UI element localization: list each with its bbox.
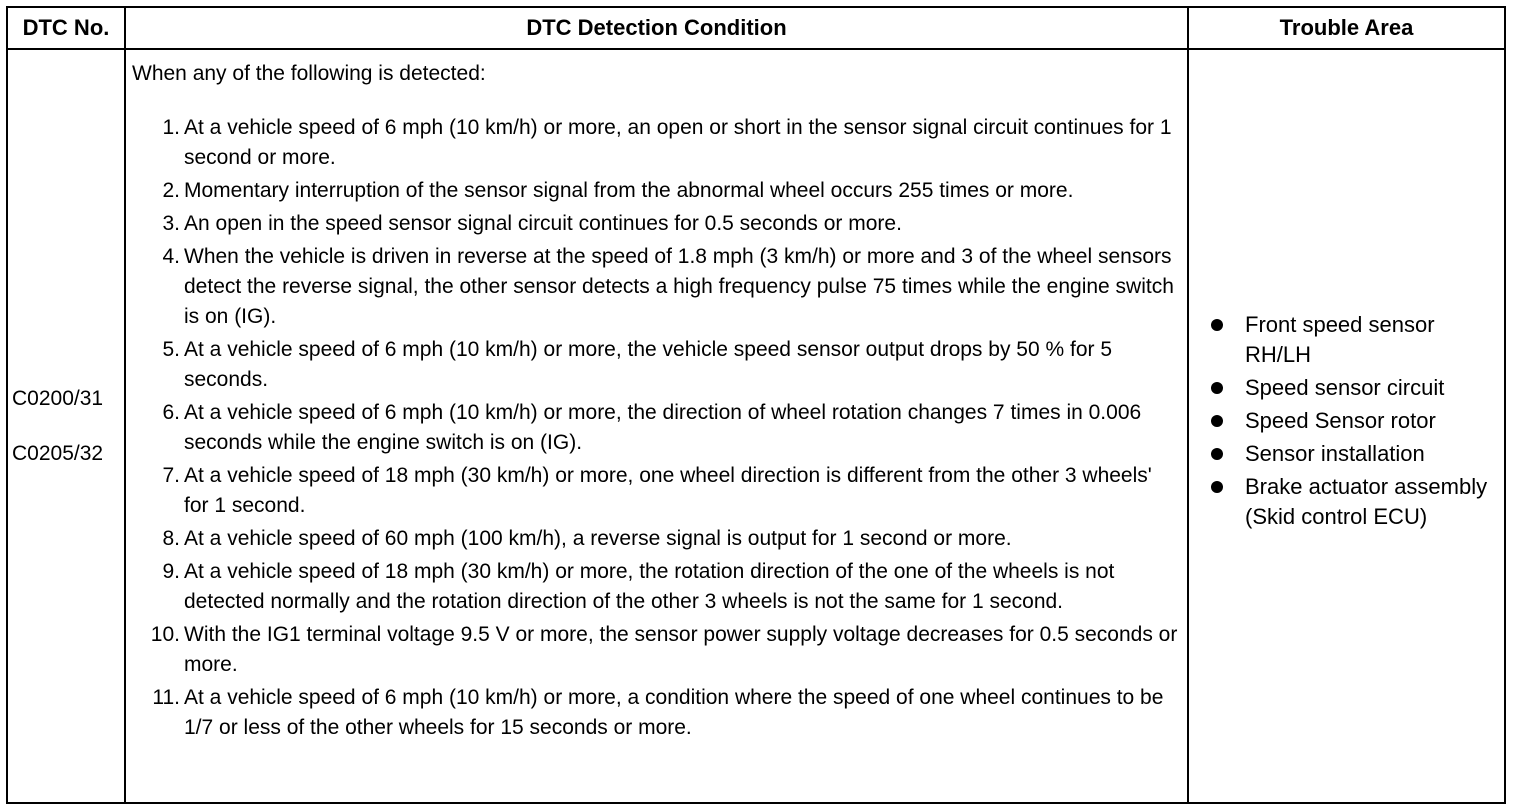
condition-item	[132, 557, 1179, 617]
trouble-area-item	[1211, 472, 1498, 532]
condition-number: 2.	[162, 179, 180, 202]
condition-number: 11.	[152, 686, 180, 709]
condition-text: An open in the speed sensor signal circuit continues for 0.5 seconds or more.	[184, 212, 902, 235]
trouble-area-text: Front speed sensor RH/LH	[1245, 311, 1435, 367]
condition-number: 10.	[150, 623, 180, 646]
condition-intro: When any of the following is detected:	[132, 62, 486, 85]
bullet-icon	[1211, 406, 1245, 436]
condition-item	[132, 461, 1179, 521]
condition-item	[132, 620, 1179, 680]
dtc-code: C0205/32	[12, 441, 104, 465]
condition-item	[132, 113, 1179, 173]
bullet-icon	[1211, 373, 1245, 403]
condition-item	[132, 335, 1179, 395]
trouble-area-text: Speed sensor circuit	[1245, 374, 1445, 400]
condition-number: 1.	[162, 116, 180, 139]
condition-text: Momentary interruption of the sensor signal from the abnormal wheel occurs 255 times or more.	[184, 179, 1074, 202]
trouble-area-item	[1211, 310, 1498, 370]
condition-number: 4.	[162, 245, 180, 268]
header-dtc-no: DTC No.	[8, 8, 126, 50]
condition-number: 3.	[162, 212, 180, 235]
condition-item	[132, 242, 1179, 332]
condition-text: At a vehicle speed of 6 mph (10 km/h) or more, the direction of wheel rotation changes 7 times in 0.006 seconds while the engine switch is on (IG).	[184, 401, 1142, 454]
bullet-icon	[1211, 472, 1245, 502]
condition-item	[132, 209, 1179, 239]
header-detection-condition: DTC Detection Condition	[126, 8, 1189, 50]
trouble-area-cell	[1189, 50, 1504, 802]
condition-text: At a vehicle speed of 18 mph (30 km/h) or more, the rotation direction of the one of the wheels is not detected normally and the rotation direction of the other 3 wheels is not the same for 1 second.	[184, 560, 1115, 613]
trouble-area-item	[1211, 439, 1498, 469]
condition-text: With the IG1 terminal voltage 9.5 V or more, the sensor power supply voltage decreases for 0.5 seconds or more.	[184, 623, 1178, 676]
condition-text: At a vehicle speed of 18 mph (30 km/h) or more, one wheel direction is different from the other 3 wheels' for 1 second.	[184, 464, 1152, 517]
trouble-area-text: Speed Sensor rotor	[1245, 407, 1436, 433]
trouble-area-item	[1211, 373, 1498, 403]
condition-item	[132, 398, 1179, 458]
dtc-table	[6, 6, 1506, 804]
condition-number: 9.	[162, 560, 180, 583]
condition-number: 8.	[162, 527, 180, 550]
condition-text: At a vehicle speed of 6 mph (10 km/h) or more, a condition where the speed of one wheel continues to be 1/7 or less of the other wheels for 15 seconds or more.	[184, 686, 1164, 739]
bullet-icon	[1211, 439, 1245, 469]
condition-text: At a vehicle speed of 6 mph (10 km/h) or more, the vehicle speed sensor output drops by 50 % for 5 seconds.	[184, 338, 1112, 391]
detection-condition-cell	[126, 50, 1189, 802]
trouble-area-text: Brake actuator assembly (Skid control ECU)	[1245, 473, 1488, 529]
condition-list	[132, 113, 1179, 743]
condition-text: At a vehicle speed of 60 mph (100 km/h), a reverse signal is output for 1 second or more.	[184, 527, 1012, 550]
condition-number: 7.	[162, 464, 180, 487]
condition-number: 6.	[162, 401, 180, 424]
trouble-area-list	[1211, 310, 1498, 535]
dtc-codes-cell	[8, 50, 126, 802]
condition-text: At a vehicle speed of 6 mph (10 km/h) or more, an open or short in the sensor signal circuit continues for 1 second or more.	[184, 116, 1172, 169]
condition-item	[132, 176, 1179, 206]
trouble-area-text: Sensor installation	[1245, 440, 1425, 466]
condition-number: 5.	[162, 338, 180, 361]
header-trouble-area: Trouble Area	[1189, 8, 1504, 50]
trouble-area-item	[1211, 406, 1498, 436]
dtc-code: C0200/31	[12, 386, 104, 410]
condition-item	[132, 524, 1179, 554]
condition-item	[132, 683, 1179, 743]
bullet-icon	[1211, 310, 1245, 340]
condition-text: When the vehicle is driven in reverse at the speed of 1.8 mph (3 km/h) or more and 3 of the wheel sensors detect the reverse signal, the other sensor detects a high frequency pulse 75 times while the engine switch is on (IG).	[184, 245, 1174, 328]
